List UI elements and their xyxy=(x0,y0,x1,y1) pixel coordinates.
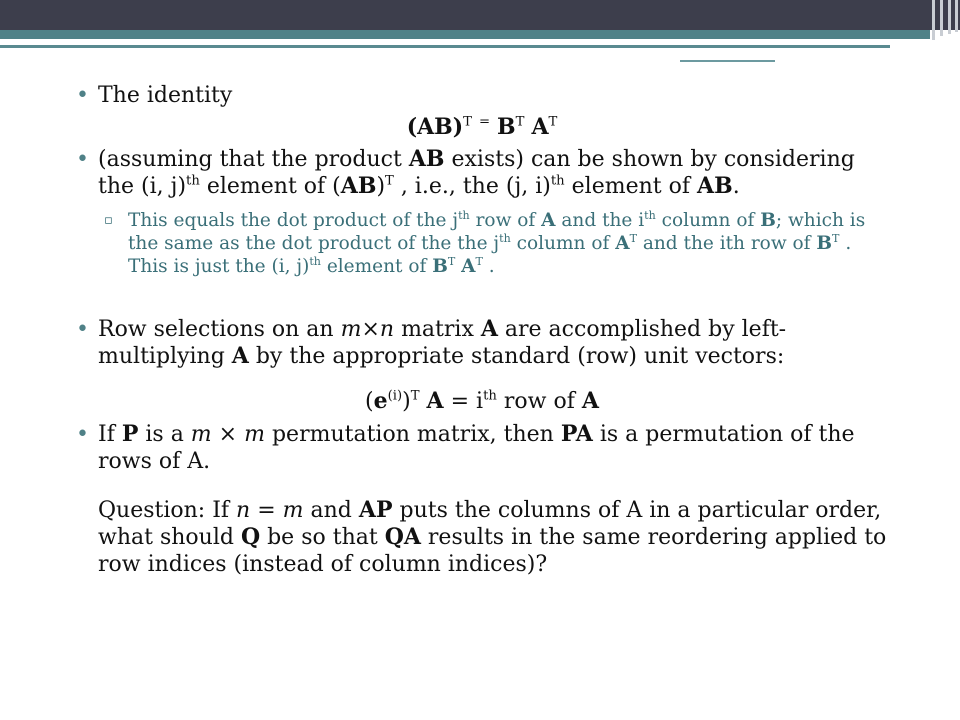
header-short-rule xyxy=(680,60,775,62)
equation-row-selection: $(e^{(i)})^T$ $A = i^{th}$ row of A xyxy=(365,388,599,414)
header-rule xyxy=(0,45,890,48)
sub-bullet-dot-product: ▫ This equals the dot product of the $j^{th}$ row of A and the $i^{th}$ column of B; which is the same as the dot product of the the $j^{th}$ column of $A^T$ and the ith row of $B^T$ . This is just the (i, j)$^{th}$ element of $B^T$ $A^T$ . xyxy=(102,209,892,278)
bullet-identity: • The identity xyxy=(72,82,892,109)
header-vbar-1 xyxy=(932,0,935,40)
bullet-assuming-product: • (assuming that the product AB exists) can be shown by considering the (i, j)$^{th}$ element of (AB)$^T$ , i.e., the (j, i)$^{th}$ element of AB. xyxy=(72,146,892,200)
bullet-row-selections: • Row selections on an m×n matrix A are accomplished by left-multiplying A by the appropriate standard (row) unit vectors: xyxy=(72,316,892,370)
bullet-permutation-matrix: • If P is a m × m permutation matrix, then PA is a permutation of the rows of A. xyxy=(72,421,892,475)
header-vbar-3 xyxy=(948,0,951,34)
question-paragraph: Question: If n = m and AP puts the columns of A in a particular order, what should Q be so that QA results in the same reordering applied to row indices (instead of column indices)? xyxy=(98,497,887,577)
header-dark-band xyxy=(0,0,960,30)
header-vbar-4 xyxy=(955,0,958,32)
equation-transpose-identity: (AB)$^T$ = $B^T$ $A^T$ xyxy=(406,114,558,140)
header-teal-band xyxy=(0,30,930,39)
slide-content xyxy=(72,82,892,578)
header-vbar-2 xyxy=(940,0,943,36)
